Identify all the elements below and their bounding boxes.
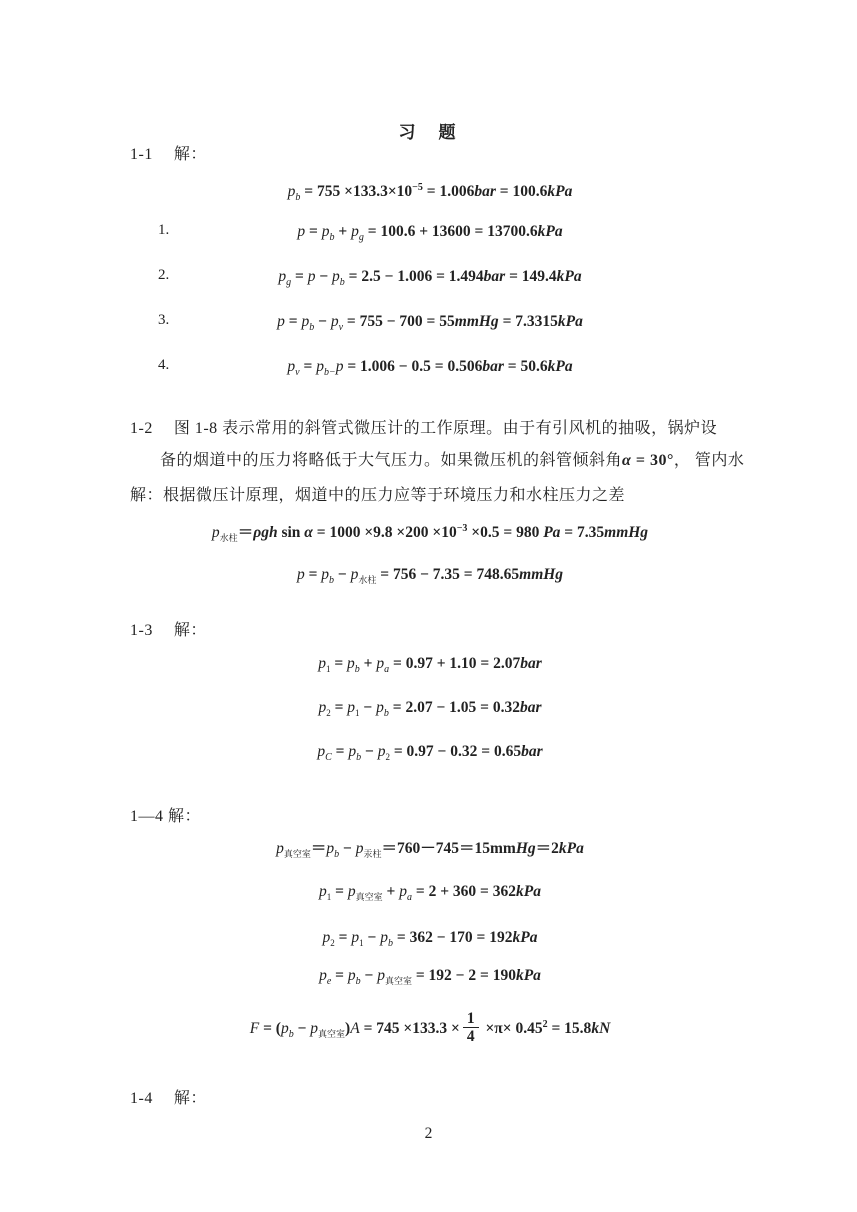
formula-1-3-pc: $p_C = p_b - p_2 = 0.97 - 0.32 = 0.65bar$ xyxy=(317,743,543,763)
problem-1-4b-label: 1-4 解： xyxy=(130,1090,207,1107)
page-number: 2 xyxy=(424,1125,433,1142)
formula-1-1-item-3: $p = p_b - p_v = 755 - 700$ = 55mmHg = 7.3315kPa xyxy=(277,313,583,333)
formula-1-1-item-1: $p = p_b + p_g = 100.6 + 13600 = 13700.6kPa$ xyxy=(297,223,563,243)
problem-1-3-label: 1-3 解： xyxy=(130,622,207,639)
problem-1-2-text-line-2: 备的烟道中的压力将略低于大气压力。如果微压机的斜管倾斜角α = 30°， 管内水 xyxy=(160,452,745,469)
formula-1-4-force: $F = (p_b - p_{真空室})A = 745 \times 133.3$ × $\frac{1}{4}$ $\times\pi\times 0.45^2 = 15.8kN$ xyxy=(249,1010,611,1046)
formula-1-3-p1: $p_1 = p_b + p_a = 0.97 + 1.10 = 2.07bar$ xyxy=(318,655,542,675)
formula-1-4-p2: $p_2 = p_1 - p_b = 362 - 170 = 192kPa$ xyxy=(322,929,538,949)
formula-1-3-p2: $p_2 = p_1 - p_b = 2.07 - 1.05 = 0.32bar$ xyxy=(318,699,542,719)
problem-1-2-solution-text: 解：根据微压计原理，烟道中的压力应等于环境压力和水柱压力之差 xyxy=(130,487,626,504)
problem-1-4-label: 1—4 解： xyxy=(130,808,202,825)
formula-1-1-item-2: $p_g = p - p_b = 2.5 - 1.006 = 1.494bar = 149.4kPa$ xyxy=(278,268,582,288)
problem-1-1-label: 1-1 解： xyxy=(130,146,207,163)
formula-1-4-p1: $p_1 = p_{真空室} + p_a = 2 + 360 = 362kPa$ xyxy=(319,883,541,903)
formula-1-4-pe: $p_e = p_b - p_{真空室} = 192 - 2 = 190kPa$ xyxy=(319,967,541,987)
item-number-3: 3. xyxy=(158,312,170,328)
item-number-4: 4. xyxy=(158,357,170,373)
formula-1-1-barometric: $p_b = 755 \times 133.3\times 10^{-5} = 1.006bar = 100.6kPa$ xyxy=(287,182,573,203)
problem-1-2-text-line-1: 1-2 图 1-8 表示常用的斜管式微压计的工作原理。由于有引风机的抽吸，锅炉设 xyxy=(130,420,718,437)
formula-1-1-item-4: $p_v = p_{b-}p = 1.006 - 0.5 = 0.506bar = 50.6kPa$ xyxy=(287,358,573,378)
page-title: 习 题 xyxy=(398,123,459,142)
formula-1-2-pressure: $p = p_b - p_{水柱} = 756 - 7.35$ = 748.65mmHg xyxy=(296,566,564,586)
formula-1-4-vacuum: $p_{真空室}=p_b$ − $p_{汞柱}=760-745=15mmHg=2kPa$ xyxy=(276,840,584,860)
item-number-2: 2. xyxy=(158,267,170,283)
formula-1-2-water-column: $p_{水柱}=\rho gh$ $\sin \alpha = 1000 \times 9.8 \times 200 \times 10^{-3} \times 0.5 = 980$ Pa = 7.35mmHg xyxy=(211,523,649,543)
item-number-1: 1. xyxy=(158,222,170,238)
